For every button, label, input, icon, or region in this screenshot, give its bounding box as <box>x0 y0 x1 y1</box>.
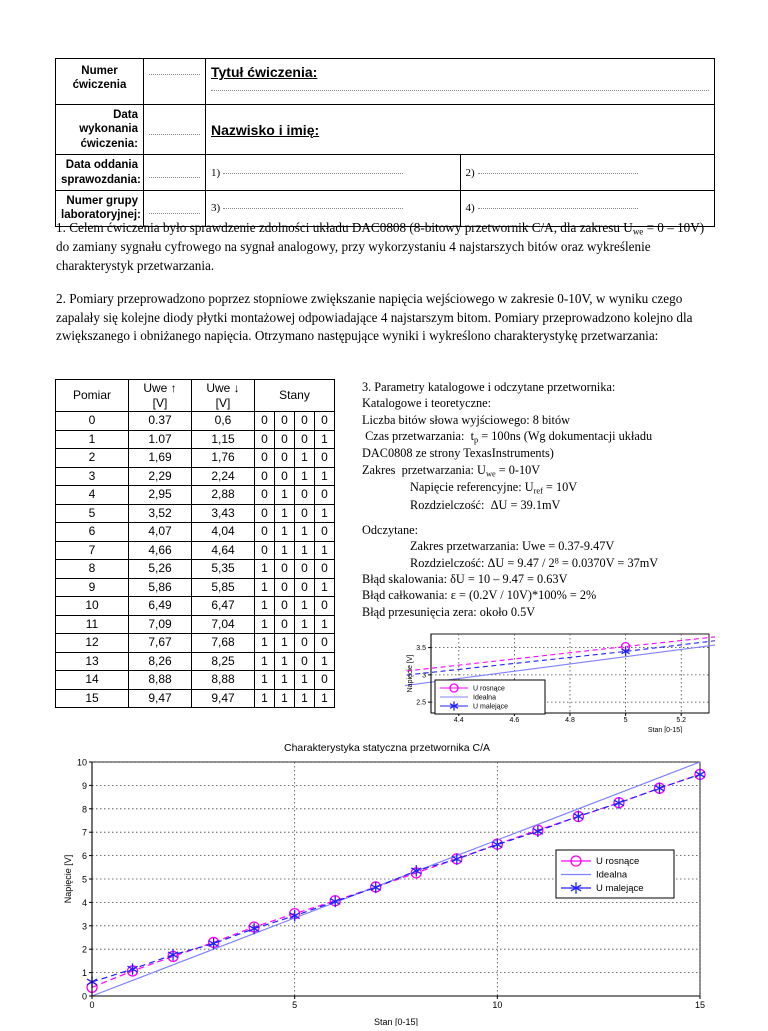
cell-bit: 1 <box>315 504 335 523</box>
cell-uwe-down: 1,76 <box>192 449 255 468</box>
cell-bit: 1 <box>255 560 275 579</box>
y-tick-label: 10 <box>76 757 87 768</box>
paragraph-purpose: 1. Celem ćwiczenia było sprawdzenie zdolności układu DAC0808 (8-bitowy przetwornik C/A, dla zakresu $U_{we} = 0 - 10V$) do zamiany sygnału cyfrowego na sygnał analogowy, przy wykorzystaniu 4 najstarszych bitów oraz wykreślenie charakterystyk przetwarzania. <box>56 220 705 273</box>
cell-uwe-up: 3,52 <box>129 504 192 523</box>
cell-pomiar: 5 <box>56 504 129 523</box>
cell-pomiar: 4 <box>56 486 129 505</box>
cell-uwe-down: 3,43 <box>192 504 255 523</box>
cell-bit: 0 <box>295 504 315 523</box>
cell-uwe-down: 0,6 <box>192 412 255 431</box>
cell-bit: 1 <box>295 689 315 708</box>
col-header-uwe-up-unit: [V] <box>152 395 168 410</box>
params-line-resolution-measured <box>362 555 718 571</box>
cell-bit: 0 <box>255 523 275 542</box>
cell-uwe-up: 9,47 <box>129 689 192 708</box>
header-form-table <box>55 58 715 227</box>
label-numer-cwiczenia-text: Numer ćwiczenia <box>72 65 127 92</box>
cell-uwe-down: 6,47 <box>192 597 255 616</box>
cell-bit: 1 <box>315 652 335 671</box>
params-line-vref <box>362 479 718 496</box>
cell-bit: 0 <box>255 467 275 486</box>
chart-legend <box>435 680 545 714</box>
conv-time-value: = 100ns (Wg dokumentacji układu <box>478 429 653 444</box>
cell-uwe-up: 2,29 <box>129 467 192 486</box>
params-line-datasheet: DAC0808 ze strony TexasInstruments) <box>362 446 554 461</box>
cell-bit: 0 <box>315 412 335 431</box>
range-sub: we <box>485 469 496 479</box>
cell-uwe-up: 1,69 <box>129 449 192 468</box>
main-chart-title: Charakterystyka statyczna przetwornika C/A <box>284 742 490 754</box>
cell-uwe-up: 5,86 <box>129 578 192 597</box>
cell-bit: 0 <box>295 634 315 653</box>
params-line-bits: Liczba bitów słowa wyjściowego: 8 bitów <box>362 412 570 427</box>
cell-bit: 0 <box>275 430 295 449</box>
measurements-table-head <box>56 380 335 412</box>
legend-label: U malejące <box>473 703 509 711</box>
y-tick-label: 4 <box>81 897 87 908</box>
table-row <box>56 504 335 523</box>
conv-time-sub: p <box>474 435 479 445</box>
dotted-line <box>478 173 638 174</box>
params-line-range-measured: Zakres przetwarzania: Uwe = 0.37-9.47V <box>410 539 615 554</box>
cell-uwe-down: 2,24 <box>192 467 255 486</box>
cell-pomiar: 12 <box>56 634 129 653</box>
table-row <box>56 412 335 431</box>
cell-uwe-down: 8,25 <box>192 652 255 671</box>
x-tick-label: 5 <box>292 1000 298 1010</box>
cell-bit: 0 <box>255 412 275 431</box>
label-data-wykonania <box>56 105 144 155</box>
dotted-line <box>223 173 403 174</box>
table-row <box>56 689 335 708</box>
field-numer-cwiczenia[interactable] <box>144 59 206 105</box>
cell-bit: 1 <box>255 652 275 671</box>
x-tick-label: 0 <box>89 1000 95 1010</box>
y-tick-label: 0 <box>81 991 87 1002</box>
cell-pomiar: 2 <box>56 449 129 468</box>
cell-bit: 1 <box>255 689 275 708</box>
cell-bit: 1 <box>275 671 295 690</box>
x-tick-label: 4.8 <box>565 717 575 724</box>
cell-bit: 0 <box>275 578 295 597</box>
field-nazwisko-imie-header <box>206 105 715 155</box>
cell-uwe-down: 9,47 <box>192 689 255 708</box>
col-header-stany: Stany <box>255 380 335 412</box>
params-line-zero-offset-error: Błąd przesunięcia zera: około 0.5V <box>362 604 536 619</box>
cell-bit: 0 <box>255 541 275 560</box>
col-header-pomiar: Pomiar <box>56 380 129 412</box>
params-line-conversion-time <box>362 428 718 445</box>
y-tick-label: 8 <box>81 804 87 815</box>
cell-bit: 0 <box>295 560 315 579</box>
slot-number-3: 3) <box>211 202 221 215</box>
label-numer-cwiczenia <box>56 59 144 105</box>
cell-bit: 0 <box>315 449 335 468</box>
x-tick-label: 5 <box>623 717 628 724</box>
main-chart-svg <box>62 754 712 1026</box>
dotted-line <box>223 208 403 209</box>
cell-bit: 1 <box>295 523 315 542</box>
table-row <box>56 467 335 486</box>
y-axis-label: Napięcie [V] <box>63 854 73 904</box>
legend-label: U rosnące <box>473 685 505 693</box>
cell-uwe-up: 6,49 <box>129 597 192 616</box>
res2-label: Rozdzielczość: ΔU = 9.47 / 2 <box>410 555 555 570</box>
y-tick-label: 5 <box>81 874 87 885</box>
cell-uwe-down: 1,15 <box>192 430 255 449</box>
cell-bit: 1 <box>315 615 335 634</box>
cell-bit: 0 <box>315 486 335 505</box>
x-axis-label: Stan [0-15] <box>373 1017 419 1026</box>
cell-bit: 1 <box>275 504 295 523</box>
label-nazwisko-imie: Nazwisko i imię <box>211 121 315 138</box>
header-row-exercise-number <box>56 59 715 105</box>
cell-bit: 0 <box>275 449 295 468</box>
cell-bit: 1 <box>275 689 295 708</box>
cell-pomiar: 0 <box>56 412 129 431</box>
table-row <box>56 541 335 560</box>
cell-bit: 1 <box>275 652 295 671</box>
inset-chart <box>405 628 715 738</box>
legend-label: U rosnące <box>596 856 640 868</box>
cell-bit: 0 <box>295 652 315 671</box>
cell-pomiar: 13 <box>56 652 129 671</box>
conv-time-label: Czas przetwarzania: t <box>362 429 474 444</box>
dotted-line <box>149 213 200 214</box>
cell-bit: 0 <box>255 449 275 468</box>
table-row <box>56 615 335 634</box>
col-header-uwe-down-text: Uwe ↓ <box>206 380 240 395</box>
cell-bit: 0 <box>255 504 275 523</box>
y-tick-label: 6 <box>81 851 87 862</box>
table-row <box>56 523 335 542</box>
cell-bit: 0 <box>315 634 335 653</box>
cell-uwe-down: 5,85 <box>192 578 255 597</box>
slot-number-2: 2) <box>465 166 475 179</box>
cell-bit: 1 <box>295 467 315 486</box>
cell-bit: 0 <box>275 412 295 431</box>
dotted-line <box>149 134 200 135</box>
label-data-oddania-text: Data oddania sprawozdania: <box>61 159 141 186</box>
cell-bit: 0 <box>295 578 315 597</box>
field-tytul-cwiczenia[interactable] <box>206 59 715 105</box>
x-tick-label: 4.4 <box>453 717 464 724</box>
vref-sub: ref <box>533 486 543 496</box>
cell-uwe-down: 7,04 <box>192 615 255 634</box>
header-row-date-performed <box>56 105 715 155</box>
spacer <box>362 513 718 522</box>
cell-bit: 1 <box>255 634 275 653</box>
slot-number-4: 4) <box>465 202 475 215</box>
cell-pomiar: 11 <box>56 615 129 634</box>
table-row <box>56 560 335 579</box>
nazwisko-colon: : <box>314 121 320 138</box>
cell-uwe-up: 1.07 <box>129 430 192 449</box>
report-header-table <box>55 58 715 227</box>
cell-pomiar: 6 <box>56 523 129 542</box>
cell-uwe-up: 5,26 <box>129 560 192 579</box>
label-numer-grupy-text: Numer grupy laboratoryjnej: <box>61 194 141 222</box>
measurements-table-body <box>56 412 335 708</box>
col-header-uwe-up <box>129 380 192 412</box>
label-data-wykonania-text: Data wykonania ćwiczenia: <box>79 109 138 150</box>
cell-bit: 0 <box>275 615 295 634</box>
cell-bit: 1 <box>315 578 335 597</box>
cell-bit: 1 <box>275 523 295 542</box>
cell-pomiar: 3 <box>56 467 129 486</box>
range-label: Zakres przetwarzania: U <box>362 462 486 477</box>
chart-legend <box>556 850 674 898</box>
table-row <box>56 671 335 690</box>
cell-uwe-up: 0.37 <box>129 412 192 431</box>
y-tick-label: 2.5 <box>416 699 426 707</box>
cell-pomiar: 10 <box>56 597 129 616</box>
cell-bit: 0 <box>315 560 335 579</box>
cell-uwe-up: 8,26 <box>129 652 192 671</box>
x-tick-label: 15 <box>694 1000 706 1010</box>
table-row <box>56 597 335 616</box>
x-tick-label: 10 <box>492 1000 503 1010</box>
y-tick-label: 2 <box>81 944 87 955</box>
params-line-scaling-error: Błąd skalowania: δU = 10 – 9.47 = 0.63V <box>362 572 568 587</box>
cell-pomiar: 1 <box>56 430 129 449</box>
cell-uwe-up: 4,07 <box>129 523 192 542</box>
field-student-1[interactable] <box>206 155 461 191</box>
params-subheading-measured: Odczytane: <box>362 523 418 538</box>
label-data-oddania <box>56 155 144 191</box>
params-line-resolution: Rozdzielczość: ΔU = 39.1mV <box>410 497 561 512</box>
table-row <box>56 430 335 449</box>
table-row <box>56 634 335 653</box>
vref-label: Napięcie referencyjne: U <box>410 480 534 495</box>
measurements-table <box>55 379 335 708</box>
cell-bit: 0 <box>315 597 335 616</box>
cell-bit: 1 <box>255 615 275 634</box>
cell-pomiar: 7 <box>56 541 129 560</box>
table-row <box>56 449 335 468</box>
col-header-uwe-up-text: Uwe ↑ <box>143 380 177 395</box>
cell-bit: 1 <box>255 578 275 597</box>
cell-bit: 1 <box>295 597 315 616</box>
slot-number-1: 1) <box>211 166 221 179</box>
legend-label: Idealna <box>596 869 628 881</box>
header-row-date-submitted <box>56 155 715 191</box>
table-header-row <box>56 380 335 412</box>
cell-uwe-up: 4,66 <box>129 541 192 560</box>
cell-bit: 0 <box>295 430 315 449</box>
cell-uwe-up: 2,95 <box>129 486 192 505</box>
params-line-range <box>362 462 718 479</box>
cell-pomiar: 15 <box>56 689 129 708</box>
vref-value: = 10V <box>542 480 578 495</box>
cell-pomiar: 14 <box>56 671 129 690</box>
y-tick-label: 1 <box>81 968 87 979</box>
x-tick-label: 4.6 <box>509 717 520 724</box>
dotted-line <box>478 208 638 209</box>
cell-bit: 0 <box>295 486 315 505</box>
cell-uwe-down: 8,88 <box>192 671 255 690</box>
cell-bit: 0 <box>315 523 335 542</box>
cell-uwe-down: 5,35 <box>192 560 255 579</box>
y-tick-label: 9 <box>81 780 87 791</box>
cell-bit: 1 <box>315 467 335 486</box>
params-heading: 3. Parametry katalogowe i odczytane przetwornika: <box>362 380 616 394</box>
y-tick-label: 3 <box>422 672 426 680</box>
cell-uwe-down: 4,64 <box>192 541 255 560</box>
cell-uwe-down: 4,04 <box>192 523 255 542</box>
cell-bit: 1 <box>255 671 275 690</box>
cell-bit: 0 <box>275 467 295 486</box>
col-header-uwe-down <box>192 380 255 412</box>
inset-chart-svg <box>405 628 715 733</box>
cell-uwe-down: 7,68 <box>192 634 255 653</box>
cell-bit: 1 <box>295 449 315 468</box>
cell-uwe-up: 7,67 <box>129 634 192 653</box>
params-subheading-catalog: Katalogowe i teoretyczne: <box>362 396 492 411</box>
cell-bit: 1 <box>295 615 315 634</box>
range-value: = 0-10V <box>495 462 541 477</box>
dotted-line <box>211 90 709 91</box>
cell-bit: 1 <box>255 597 275 616</box>
cell-bit: 1 <box>275 634 295 653</box>
cell-uwe-down: 2,88 <box>192 486 255 505</box>
cell-uwe-up: 7,09 <box>129 615 192 634</box>
cell-bit: 0 <box>275 560 295 579</box>
field-student-2[interactable] <box>460 155 715 191</box>
cell-bit: 1 <box>275 541 295 560</box>
x-axis-label: Stan [0-15] <box>647 727 683 733</box>
cell-bit: 0 <box>275 597 295 616</box>
cell-bit: 0 <box>295 412 315 431</box>
params-line-total-error: Błąd całkowania: ε = (0.2V / 10V)*100% = 2% <box>362 588 597 603</box>
cell-bit: 1 <box>295 541 315 560</box>
cell-bit: 0 <box>255 430 275 449</box>
dotted-line <box>149 74 200 75</box>
cell-bit: 1 <box>295 671 315 690</box>
table-row <box>56 652 335 671</box>
legend-label: Idealna <box>473 694 496 702</box>
cell-uwe-up: 8,88 <box>129 671 192 690</box>
col-header-uwe-down-unit: [V] <box>215 395 231 410</box>
res2-sup: 8 <box>554 555 559 565</box>
y-tick-label: 3.5 <box>416 645 426 653</box>
y-axis-label: Napięcie [V] <box>407 654 414 693</box>
res2-value: = 0.0370V = 37mV <box>558 555 659 570</box>
cell-bit: 1 <box>275 486 295 505</box>
y-tick-label: 7 <box>81 827 87 838</box>
field-data-wykonania[interactable] <box>144 105 206 155</box>
table-row <box>56 486 335 505</box>
tytul-colon: : <box>312 64 318 80</box>
label-tytul-cwiczenia: Tytuł ćwiczenia <box>211 64 313 80</box>
main-chart <box>62 742 712 1031</box>
cell-bit: 0 <box>255 486 275 505</box>
legend-label: U malejące <box>596 883 644 895</box>
cell-pomiar: 9 <box>56 578 129 597</box>
cell-bit: 0 <box>315 671 335 690</box>
dotted-line <box>149 177 200 178</box>
measurements-table-wrapper <box>55 379 335 708</box>
table-row <box>56 578 335 597</box>
cell-bit: 1 <box>315 689 335 708</box>
cell-pomiar: 8 <box>56 560 129 579</box>
x-tick-label: 5.2 <box>676 717 687 724</box>
y-tick-label: 3 <box>81 921 87 932</box>
parameters-text-block <box>362 379 718 620</box>
field-data-oddania[interactable] <box>144 155 206 191</box>
paragraph-measurements: 2. Pomiary przeprowadzono poprzez stopniowe zwiększanie napięcia wejściowego w zakresie 0-10V, w wyniku czego zapalały się kolejne diody płytki montażowej odpowiadające 4 najstarszym bitom. Pomiary przeprowadzono kolejno dla zwiększanego i obniżanego napięcia. Otrzymano następujące wyniki i wykreślono charakterystykę przetwarzania: <box>56 291 693 344</box>
cell-bit: 1 <box>315 541 335 560</box>
cell-bit: 1 <box>315 430 335 449</box>
